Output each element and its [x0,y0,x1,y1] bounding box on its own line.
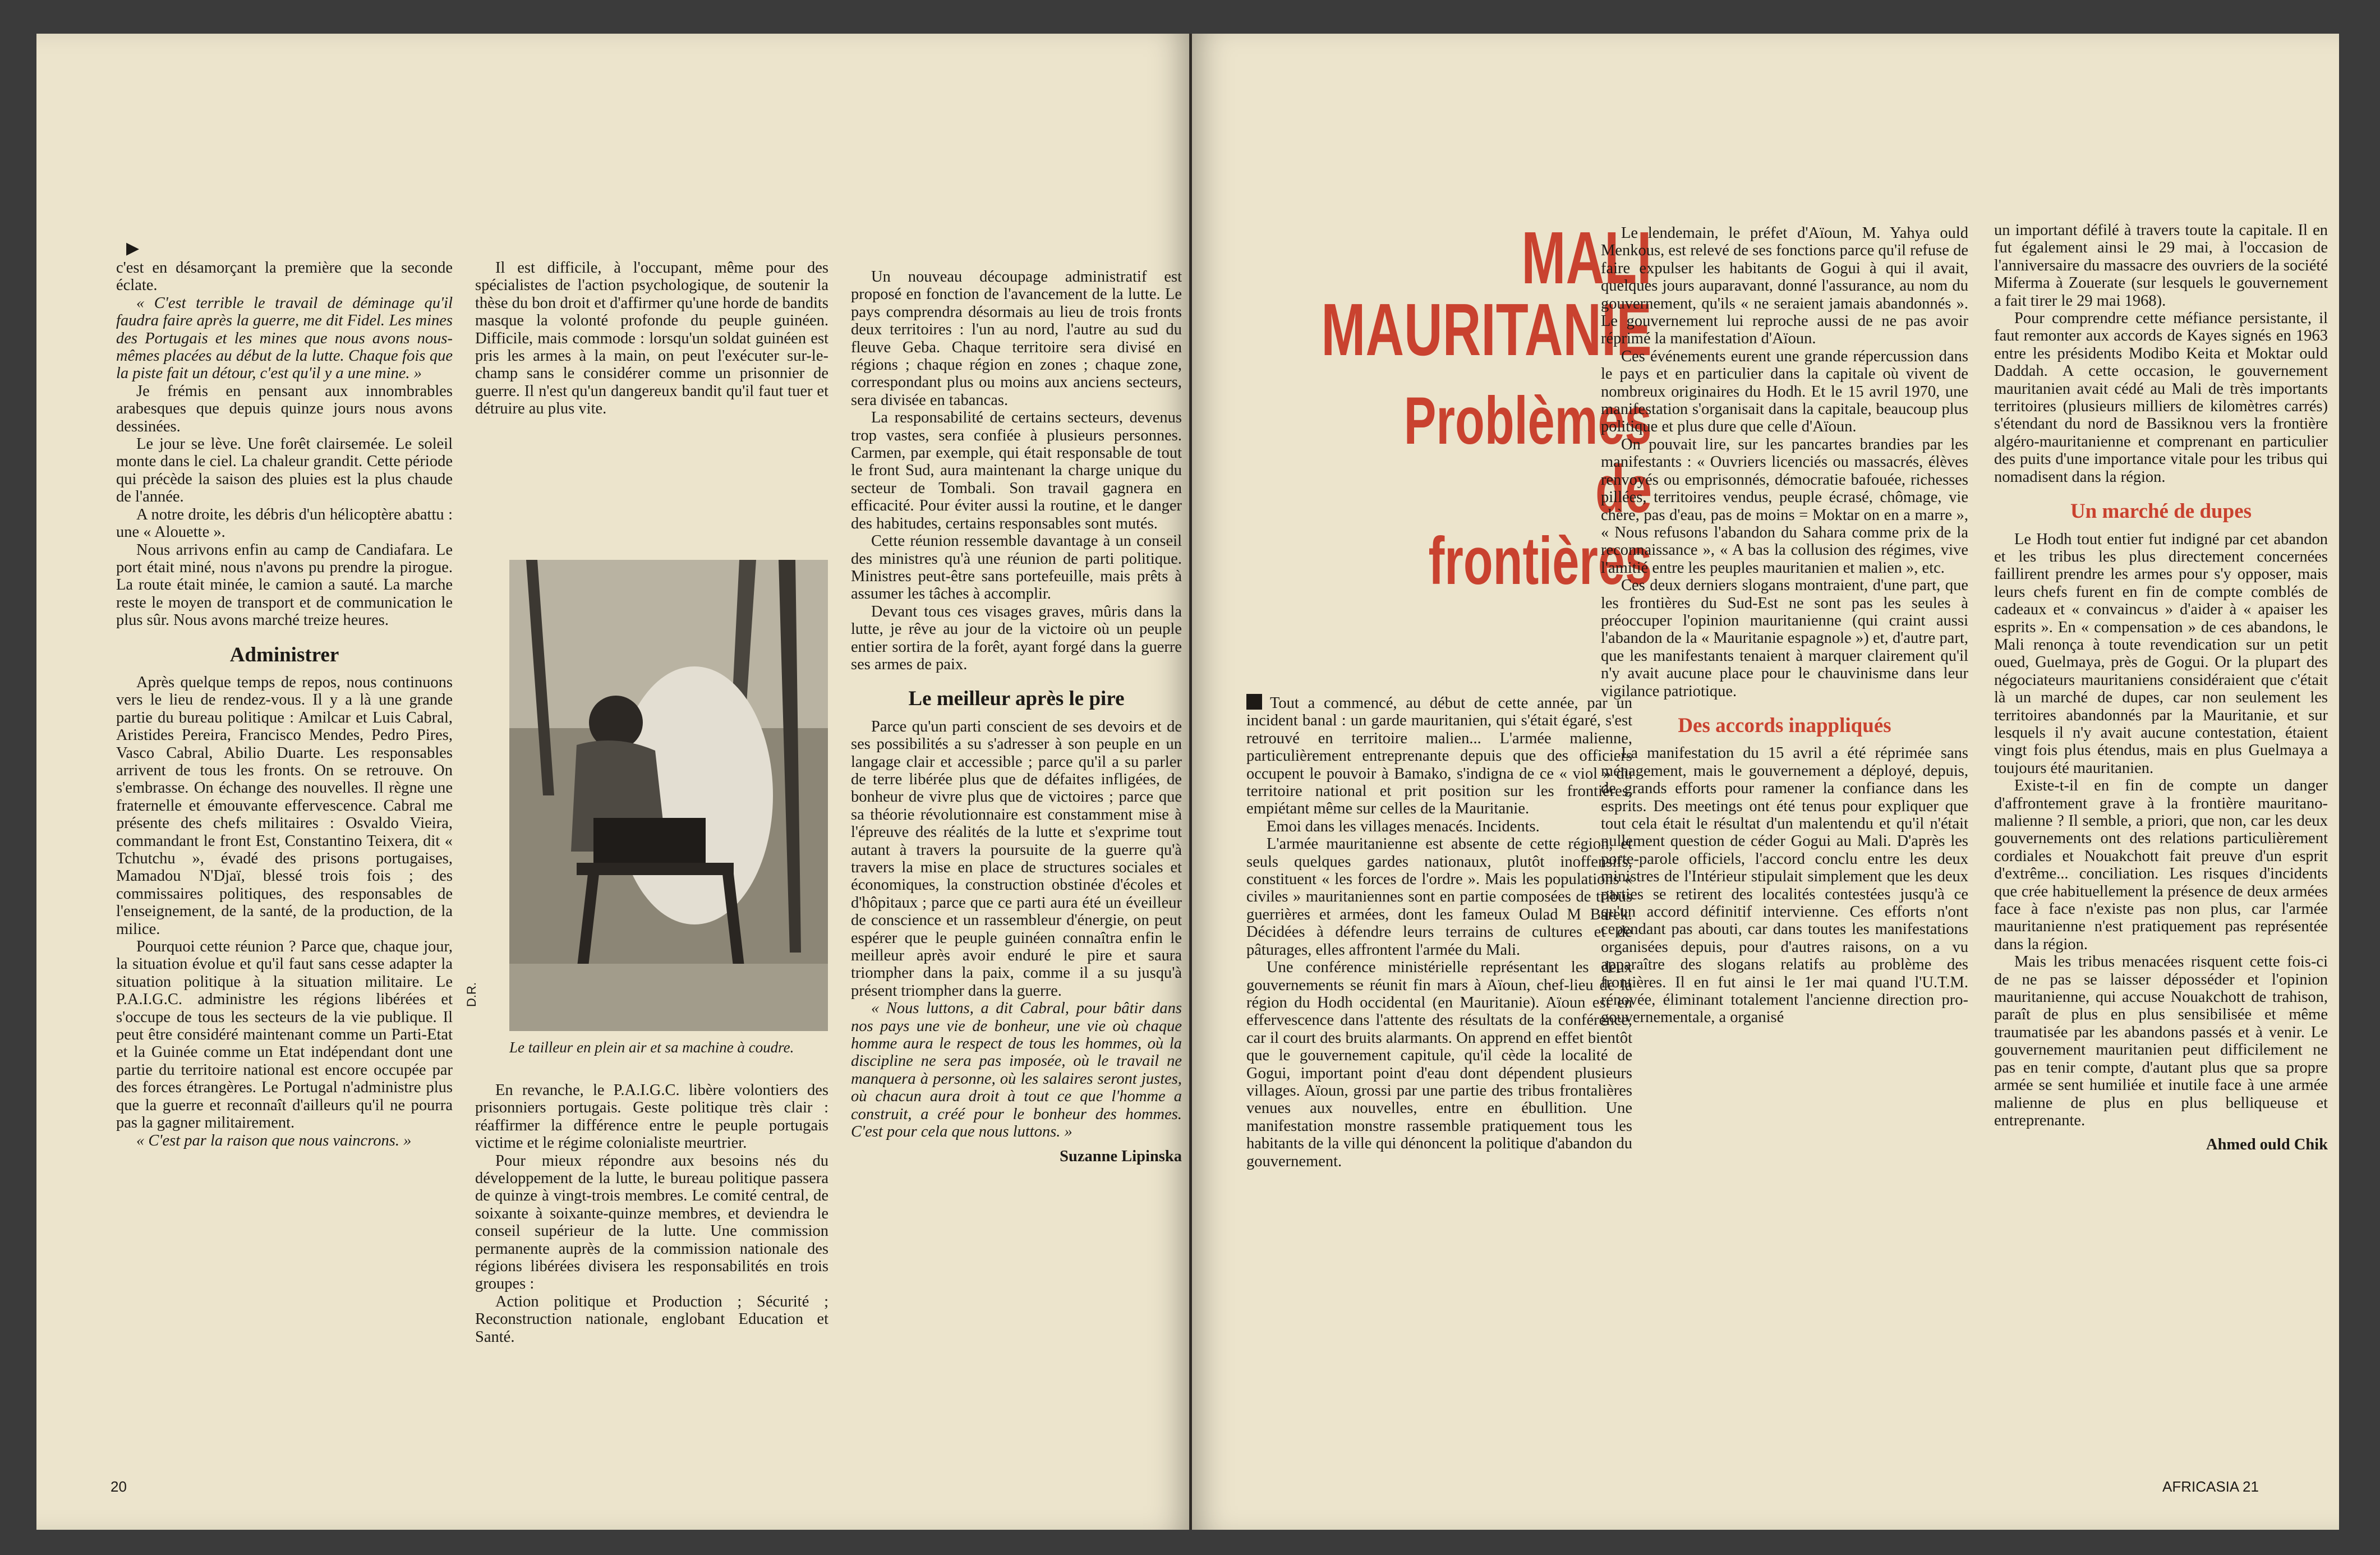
paragraph: En revanche, le P.A.I.G.C. libère volontiers des prisonniers portugais. Geste politique très clair : réaffirmer la différence entre le peuple portugais victime et le régime colonialiste meurtrier. [475,1082,828,1152]
headline-block [1248,217,1652,599]
paragraph: Pour comprendre cette méfiance persistante, il faut remonter aux accords de Kayes signés en 1963 entre les présidents Modibo Keita et Moktar ould Daddah. A cette occasion, le gouvernement mauritanien avait cédé au Mali de très importants territoires (plusieurs milliers de kilomètres carrés) s'étendant du nord de Bassiknou vers la frontière algéro-mauritanienne et comprenant en particulier des puits d'une importance vitale pour les tribus qui nomadisent dans la région. [1994,310,2328,486]
paragraph: Le lendemain, le préfet d'Aïoun, M. Yahya ould Menkous, est relevé de ses fonctions parce qu'il refuse de faire expulser les habitants de Gogui à qui il avait, quelques jours auparavant, donné l'assurance, au nom du gouvernement, qu'ils « ne seraient jamais abandonnés ». Le gouvernement lui reproche aussi de ne pas avoir réprimé la manifestation d'Aïoun. [1601,224,1968,348]
section-heading: Un marché de dupes [2070,500,2252,523]
paragraph: La responsabilité de certains secteurs, devenus trop vastes, sera confiée à plusieurs personnes. Carmen, par exemple, qui était responsable de tout le front Sud, aura maintenant la charge unique du secteur de Tombali. Son travail gagnera en efficacité. Pour éviter aussi la routine, et le danger des habitudes, certains responsables sont mutés. [851,409,1182,532]
paragraph: Tout a commencé, au début de cette année, par un incident banal : un garde mauritanien, qui s'était égaré, s'est retrouvé en territoire malien... L'armée malienne, particulièrement entreprenante depuis que des officiers occupent le pouvoir à Bamako, s'indigna de ce « viol » du territoire national et prit position sur les frontières, empiétant même sur celles de la Mauritanie. [1246,694,1632,818]
paragraph: A notre droite, les débris d'un hélicoptère abattu : une « Alouette ». [116,505,453,541]
lead-square-icon [1246,694,1262,710]
page-footer: AFRICASIA 21 [2162,1478,2259,1495]
paragraph: Une conférence ministérielle représentant les deux gouvernements se réunit fin mars à Aïoun, chef-lieu de la région du Hodh occidental (en Mauritanie). Aïoun est en effervescence dans l'attente des résultats de la conférence, car il court des bruits alarmants. On apprend en effet bientôt que le gouvernement capitule, qu'il cède la localité de Gogui, important point d'eau dont dépendent plusieurs villages. Aïoun, grossi par une partie des tribus frontalières venues aux nouvelles, entre en ébullition. Une manifestation monstre rassemble pratiquement tous les habitants de la ville qui dénoncent la politique d'abandon du gouvernement. [1246,959,1632,1170]
paragraph: Pourquoi cette réunion ? Parce que, chaque jour, la situation évolue et qu'il faut sans cesse adapter la situation politique à la situation militaire. Le P.A.I.G.C. administre les régions libérées et s'occupe de tous les secteurs de la vie publique. Il peut être considéré maintenant comme un Parti-Etat et la Guinée comme un Etat indépendant dont une partie du territoire national est encore occupée par des forces étrangères. Le Portugal n'administre plus que la guerre et reconnaît d'ailleurs qu'il ne pourra pas la gagner militairement. [116,938,453,1132]
photo-caption: Le tailleur en plein air et sa machine à coudre. [509,1039,794,1056]
page-number: 20 [111,1478,127,1495]
paragraph: Il est difficile, à l'occupant, même pour des spécialistes de l'action psychologique, de soutenir la thèse du bon droit et d'affirmer qu'une horde de bandits masque la volonté profonde du peuple guinéen. Difficile, mais commode : lorsqu'un soldat guinéen est pris les armes à la main, on peut l'exécuter sur-le-champ sans le considérer comme un prisonnier de guerre. Il n'est qu'un dangereux bandit qu'il faut tuer et détruire au plus vite. [475,259,828,418]
paragraph: Devant tous ces visages graves, mûris dans la lutte, je rêve au jour de la victoire où un peuple entier sortira de la forêt, ayant forgé dans la guerre ses armes de paix. [851,602,1182,673]
paragraph: Nous arrivons enfin au camp de Candiafara. Le port était miné, nous n'avons pu prendre la pirogue. La route était minée, le camion a sauté. La marche reste le moyen de transport et de communication le plus sûr. Nous avons marché treize heures. [116,541,453,629]
paragraph: Cette réunion ressemble davantage à un conseil des ministres qu'à une réunion de parti politique. Ministres peut-être sans portefeuille, mais prêts à assumer les tâches à accomplir. [851,532,1182,603]
right-column-3 [1994,222,2328,1154]
paragraph: Parce qu'un parti conscient de ses devoirs et de ses possibilités a su s'adresser à son peuple en un langage clair et accessible ; parce qu'il a su parler de terre libérée plus que de défaites infligées, de bonheur de vivre plus que de victoires ; parce que sa théorie révolutionnaire est constamment mise à l'épreuve des réalités de la lutte et s'exprime tout autant à travers la poursuite de la guerre qu'à travers la mise en place de structures sociales et économiques, la construction obstinée d'écoles et d'hôpitaux ; parce que ce parti aura été un éveilleur de conscience et un rassembleur d'énergie, on peut espérer que le peuple guinéen connaîtra enfin le meilleur après avoir enduré le pire et saura triompher dans la paix, comme il a su jusqu'à présent triompher dans la guerre. [851,717,1182,1000]
photo-credit: D.R. [464,982,478,1007]
paragraph: Le Hodh tout entier fut indigné par cet abandon et les tribus les plus directement concernées faillirent prendre les armes pour s'y opposer, mais leurs chefs furent en fin de compte comblés de cadeaux et « convaincus » d'aider à « apaiser les esprits ». En « compensation » de ces abandons, le Mali renonça à toute revendication sur un petit oued, Guelmaya, près de Gogui. Or la plupart des négociateurs mauritaniens considéraient que c'était là un marché de dupes, car non seulement les territoires abandonnés par la Mauritanie, et sur lesquels il n'y avait aucune contestation, étaient vingt fois plus étendus, mais en plus Guelmaya a toujours été mauritanien. [1994,530,2328,777]
paragraph: « Nous luttons, a dit Cabral, pour bâtir dans nos pays une vie de bonheur, une vie où chaque homme aura le respect de tous les hommes, où la discipline ne sera pas imposée, où le travail ne manquera à personne, où les salaires seront justes, où chacun aura droit à tout ce que l'homme a construit, a créé pour le bonheur des hommes. C'est pour cela que nous luttons. » [851,1000,1182,1141]
right-column-2 [1601,224,1968,1027]
author-signature: Ahmed ould Chik [2206,1136,2328,1154]
section-heading: Administrer [229,643,339,666]
paragraph: Un nouveau découpage administratif est proposé en fonction de l'avancement de la lutte. Le pays comprendra désormais au lieu de trois fronts deux territoires : l'un au nord, l'autre au sud du fleuve Geba. Chaque territoire sera divisé en régions ; chaque région en zones ; chaque zone, correspondant plus ou moins aux anciens secteurs, sera divisée en tabancas. [851,268,1182,409]
headline-line: Problèmes [1404,383,1652,458]
right-column-1 [1246,694,1632,1170]
section-heading: Le meilleur après le pire [908,687,1125,711]
tailor-photo [509,560,828,1031]
paragraph: Action politique et Production ; Sécurité ; Reconstruction nationale, englobant Education et Santé. [475,1292,828,1346]
paragraph: Emoi dans les villages menacés. Incidents. [1267,817,1540,835]
headline-line: de frontières [1428,452,1652,599]
paragraph: L'armée mauritanienne est absente de cette région, et seuls quelques gardes nationaux, plutôt inoffensifs, constituent « les forces de l'ordre ». Mais les populations « civiles » mauritaniennes sont en partie composées de tribus guerrières et armées, dont les fameux Oulad M Barek. Décidées à défendre leurs terrains de cultures et de pâturages, elles affrontent l'armée du Mali. [1246,835,1632,959]
paragraph: Mais les tribus menacées risquent cette fois-ci de ne pas se laisser déposséder et l'opinion mauritanienne, qui accuse Nouakchott de trahison, paraît de plus en plus sensibilisée et même traumatisée par les abandons passés et à venir. Le gouvernement mauritanien peut difficilement ne pas en tenir compte, d'autant plus que sa propre armée se sent humiliée et inutile face à une armée malienne de plus en plus belliqueuse et entreprenante. [1994,953,2328,1129]
paragraph: Après quelque temps de repos, nous continuons vers le lieu de rendez-vous. Il y a là une grande partie du bureau politique : Amilcar et Luis Cabral, Aristides Pereira, Francisco Mendes, Pedro Pires, Vasco Cabral, Abilio Duarte. Les responsables arrivent de tous les fronts. On se retrouve. On s'embrasse. On échange des nouvelles. Il règne une fraternelle et émouvante effervescence. Cabral me présente des chefs militaires : Osvaldo Vieira, commandant le front Est, Constantino Teixera, dit « Tchutchu », évadé des prisons portugaises, Mamadou N'Djaï, blessé trois fois ; des commissaires politiques, des responsables de l'enseignement, de la santé, de la production, de la milice. [116,673,453,938]
paragraph: Le jour se lève. Une forêt clairsemée. Le soleil monte dans le ciel. La chaleur grandit. Cette période qui précède la saison des pluies est la plus chaude de l'année. [116,435,453,506]
left-column-2-bottom [475,1082,828,1346]
paragraph: « C'est par la raison que nous vaincrons. » [136,1131,412,1149]
paragraph: Ces deux derniers slogans montraient, d'une part, que les frontières du Sud-Est ne sont pas les seules à préoccuper l'opinion mauritanienne (qui craint aussi l'abandon de la « Mauritanie espagnole ») et, d'autre part, que les manifestants tenaient à marquer clairement qu'il n'y avait aucune place pour le chauvinisme dans leur vigilance patriotique. [1601,577,1968,700]
left-column-3 [851,268,1182,1165]
headline-line: MALI [1521,217,1652,299]
author-signature: Suzanne Lipinska [1060,1147,1182,1165]
paragraph: Existe-t-il en fin de compte un danger d'affrontement grave à la frontière mauritano-malienne ? Il semble, a priori, que non, car les deux gouvernements ont des relations particulièrement cordiales et Nouakchott fait preuve d'un esprit d'extrême... conciliation. Les risques d'incidents que crée habituellement la présence de deux armées face à face n'existe pas non plus, car l'armée mauritanienne n'est pratiquement pas représentée dans la région. [1994,777,2328,953]
headline-line: MAURITANIE [1321,288,1652,371]
paragraph: Pour mieux répondre aux besoins nés du développement de la lutte, le bureau politique passera de quinze à vingt-trois membres. Le comité central, de soixante à soixante-quinze membres, et deviendra le conseil supérieur de la lutte. Une commission permanente auprès de la commission nationale des régions libérées divisera les responsabilités en trois groupes : [475,1152,828,1293]
left-column-2-top [475,259,828,481]
paragraph: Ces événements eurent une grande répercussion dans le pays et en particulier dans la capitale où vivent de nombreux originaires du Hodh. Et le 15 avril 1970, une manifestation s'organisait dans la capitale, beaucoup plus politique et plus dure que celle d'Aïoun. [1601,347,1968,436]
paragraph: c'est en désamorçant la première que la seconde éclate. [116,259,453,295]
left-page [36,34,1189,1530]
left-column-1 [116,259,453,1149]
right-page [1192,34,2339,1530]
paragraph: un important défilé à travers toute la capitale. Il en fut également ainsi le 29 mai, à l'occasion de l'anniversaire du massacre des ouvriers de la société Miferma à Zouerate (sur lesquels le gouvernement a fait tirer le 29 mai 1968). [1994,222,2328,310]
section-heading: Des accords inappliqués [1678,714,1891,737]
paragraph: Je frémis en pensant aux innombrables arabesques que depuis quinze jours nous avons dessinées. [116,382,453,435]
continued-arrow-icon: ▶ [126,239,140,257]
paragraph: « C'est terrible le travail de déminage qu'il faudra faire après la guerre, me dit Fidel. Les mines des Portugais et les mines que nous avons nous-mêmes placées au début de la lutte. Chaque fois que la piste fait un détour, c'est qu'il y a une mine. » [116,294,453,383]
paragraph: On pouvait lire, sur les pancartes brandies par les manifestants : « Ouvriers licenciés ou massacrés, élèves renvoyés ou emprisonnés, démocratie bafouée, richesses pillées, territoires vendus, peuple écrasé, chômage, vie chère, pas d'eau, pas de moins = Moktar on en a marre », « Nous refusons l'abandon du Sahara comme prix de la reconnaissance », « A bas la collusion des régimes, vive l'amitié entre les peuples mauritanien et malien », etc. [1601,435,1968,577]
paragraph: La manifestation du 15 avril a été réprimée sans ménagement, mais le gouvernement a déployé, depuis, de grands efforts pour ramener la confiance dans les esprits. Des meetings ont été tenus pour expliquer que tout cela était le résultat d'un malentendu et qu'il n'était nullement question de céder Gogui au Mali. D'après les porte-parole officiels, l'accord conclu entre les deux ministres de l'Intérieur stipulait simplement que les deux parties se retirent des localités contestées jusqu'à ce qu'un accord définitif intervienne. Ces efforts n'ont cependant pas abouti, car dans toutes les manifestations organisées depuis, pour d'autres raisons, on a vu apparaître des slogans relatifs au problème des frontières. Il en fut ainsi le 1er mai quand l'U.T.M. rénovée, éliminant totalement l'ancienne direction pro-gouvernementale, a organisé [1601,744,1968,1027]
